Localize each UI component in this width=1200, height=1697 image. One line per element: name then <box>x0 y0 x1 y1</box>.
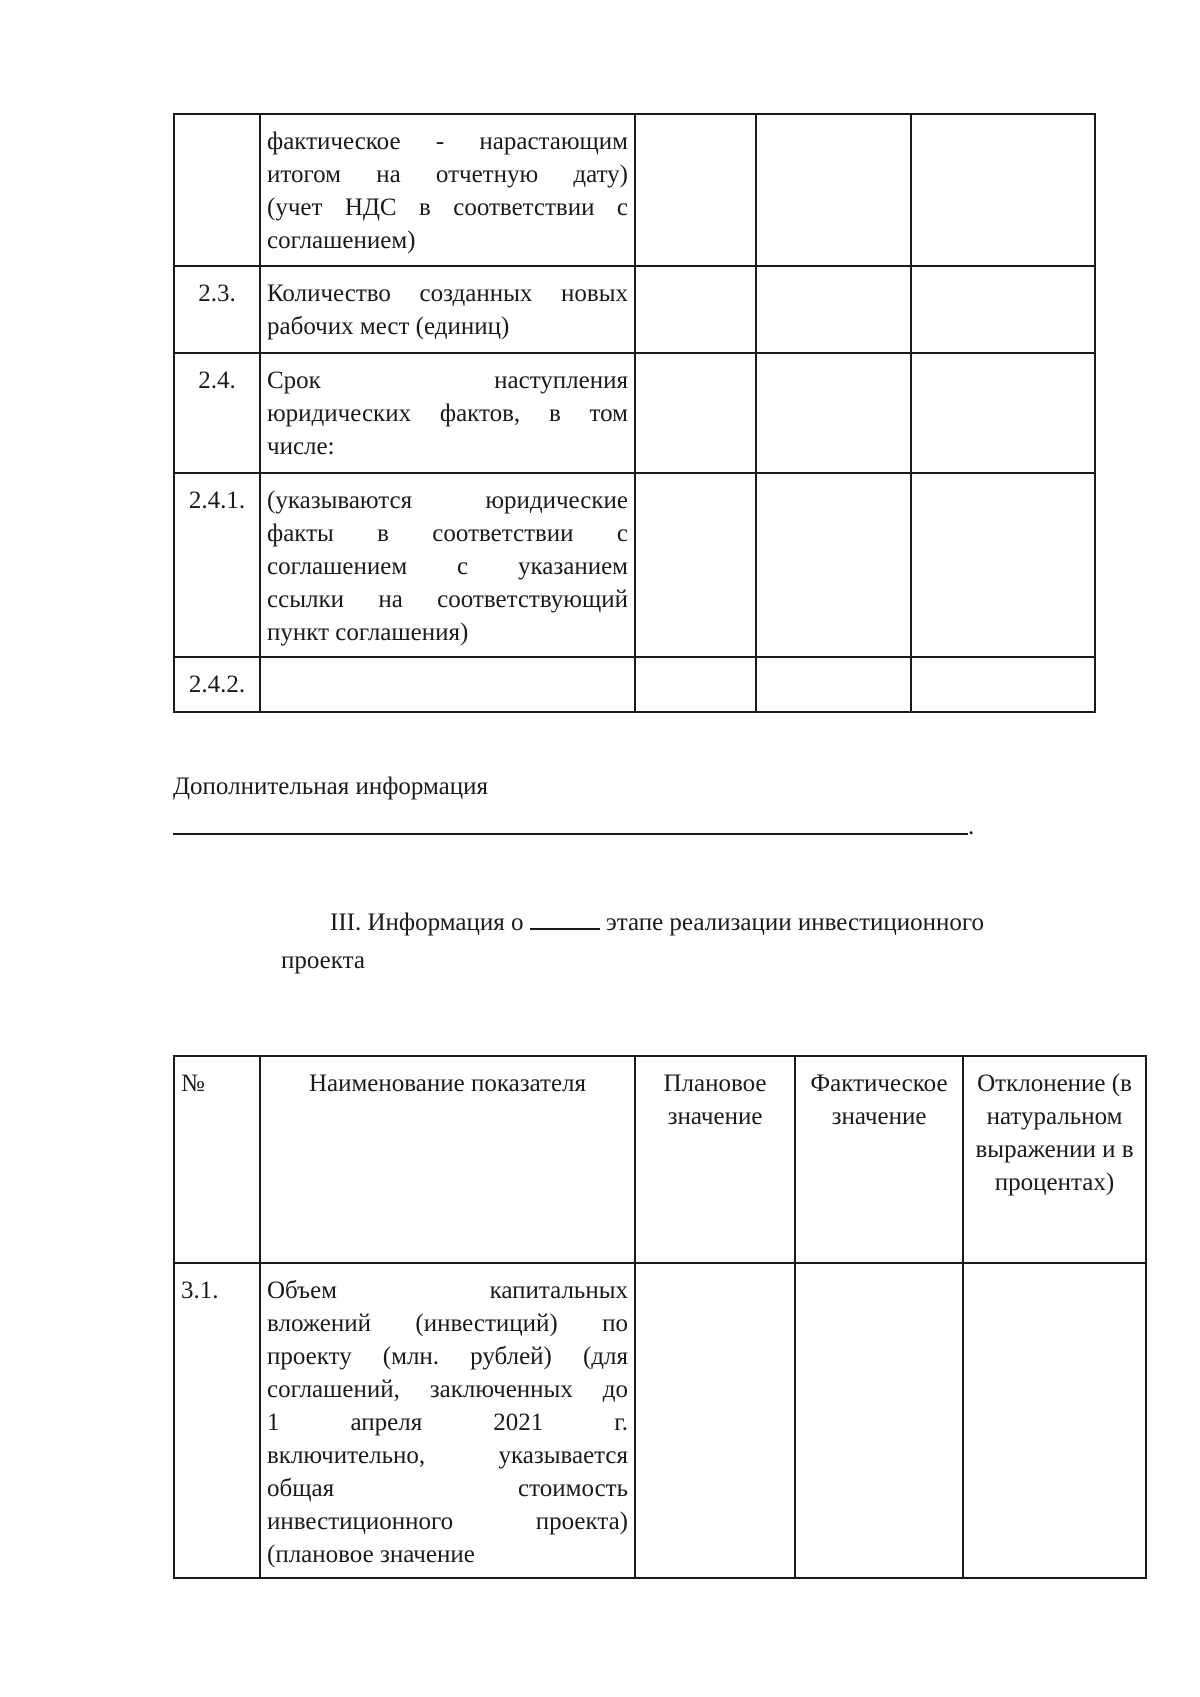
indicator-text-line: фактическое - нарастающим <box>267 128 628 155</box>
deviation-cell <box>911 266 1095 353</box>
additional-info-end-mark: . <box>968 813 975 840</box>
indicator-text-line: инвестиционного проекта) <box>267 1508 628 1535</box>
planned-value-cell <box>635 1263 795 1578</box>
indicator-name-cell <box>260 473 635 657</box>
indicator-text-line: соглашений, заключенных до <box>267 1376 628 1403</box>
indicator-text-line: (учет НДС в соответствии с <box>267 194 628 221</box>
header-num: № <box>174 1056 260 1263</box>
indicator-text-line: соглашением с указанием <box>267 553 628 580</box>
indicator-text-line: рабочих мест (единиц) <box>267 313 510 340</box>
indicator-name-cell <box>260 1263 635 1578</box>
table-row <box>174 353 1095 473</box>
stage-number-blank <box>530 906 600 930</box>
deviation-cell <box>911 353 1095 473</box>
section3-title-part2: этапе реализации инвестиционного <box>605 909 985 936</box>
indicators-table-part2 <box>173 113 1096 713</box>
table-row <box>174 657 1095 712</box>
indicator-text-line: итогом на отчетную дату) <box>267 161 628 188</box>
indicator-text-line: (плановое значение <box>267 1541 475 1568</box>
indicator-text-line: Срок наступления <box>267 367 628 394</box>
header-actual-value: Фактическое значение <box>795 1056 963 1263</box>
row-number: 2.4.1. <box>174 473 260 657</box>
indicator-text-line: Объем капитальных <box>267 1277 628 1304</box>
indicator-text-line: числе: <box>267 433 335 460</box>
header-deviation: Отклонение (в натуральном выражении и в процентах) <box>963 1056 1146 1263</box>
actual-value-cell <box>756 353 911 473</box>
indicators-table-part3 <box>173 1055 1147 1579</box>
indicator-text-line: соглашением) <box>267 227 416 254</box>
planned-value-cell <box>635 657 756 712</box>
planned-value-cell <box>635 473 756 657</box>
indicator-name-cell <box>260 266 635 353</box>
indicator-text-line: пункт соглашения) <box>267 619 469 646</box>
planned-value-cell <box>635 114 756 266</box>
indicator-text-line: ссылки на соответствующий <box>267 586 628 613</box>
actual-value-cell <box>756 266 911 353</box>
deviation-cell <box>963 1263 1146 1578</box>
indicator-text-line: факты в соответствии с <box>267 520 628 547</box>
table-header-row <box>174 1056 1146 1263</box>
indicator-text-line: юридических фактов, в том <box>267 400 628 427</box>
table-row <box>174 1263 1146 1578</box>
actual-value-cell <box>756 657 911 712</box>
table-row <box>174 114 1095 266</box>
indicator-text-line: проекту (млн. рублей) (для <box>267 1343 628 1370</box>
planned-value-cell <box>635 353 756 473</box>
header-planned-value: Плановое значение <box>635 1056 795 1263</box>
row-number: 3.1. <box>174 1263 260 1578</box>
indicator-text-line: 1 апреля 2021 г. <box>267 1409 628 1436</box>
row-number <box>174 114 260 266</box>
table-row <box>174 266 1095 353</box>
actual-value-cell <box>756 473 911 657</box>
additional-info-label: Дополнительная информация <box>173 773 489 800</box>
additional-info-blank-line <box>173 833 968 835</box>
deviation-cell <box>911 473 1095 657</box>
indicator-text-line: Количество созданных новых <box>267 280 628 307</box>
row-number: 2.3. <box>174 266 260 353</box>
deviation-cell <box>911 657 1095 712</box>
indicator-text-line: включительно, указывается <box>267 1442 628 1469</box>
deviation-cell <box>911 114 1095 266</box>
row-number: 2.4. <box>174 353 260 473</box>
table-row <box>174 473 1095 657</box>
planned-value-cell <box>635 266 756 353</box>
indicator-text-line: вложений (инвестиций) по <box>267 1310 628 1337</box>
header-indicator-name: Наименование показателя <box>260 1056 635 1263</box>
indicator-name-cell <box>260 657 635 712</box>
indicator-name-cell <box>260 353 635 473</box>
indicator-name-cell <box>260 114 635 266</box>
actual-value-cell <box>795 1263 963 1578</box>
actual-value-cell <box>756 114 911 266</box>
row-number: 2.4.2. <box>174 657 260 712</box>
section3-title <box>330 904 984 942</box>
indicator-text-line: общая стоимость <box>267 1475 628 1502</box>
indicator-text-line: (указываются юридические <box>267 487 628 514</box>
section3-title-part1: III. Информация о <box>330 909 524 936</box>
section3-title-line2: проекта <box>281 947 365 974</box>
